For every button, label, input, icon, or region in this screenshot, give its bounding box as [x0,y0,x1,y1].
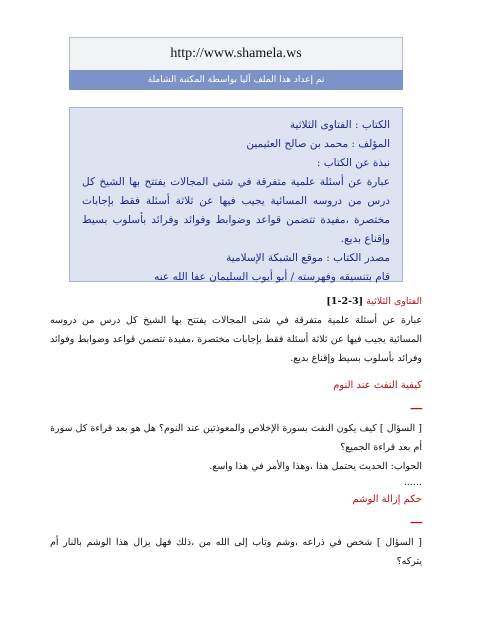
section-title-number: [1-2-3] [326,296,364,307]
section-title [50,292,422,311]
question-1-label: [ السؤال ] [379,423,422,434]
separator-1: ــــ [410,401,422,412]
question-2 [50,533,422,571]
question-2-label: [ السؤال ] [376,537,422,548]
question-1 [50,419,422,457]
intro-paragraph: عبارة عن أسئلة علمية متفرقة في شتى المجالات يفتتح بها الشيخ كل درس من دروسه المسائية يجيب فيها عن ثلاثة أسئلة فقط بإجابات مختصرة ،مفيدة تتضمن قواعد وضوابط وفوائد وفرائد بأسلوب بسيط وإقناع بديع. [50,315,422,364]
question-1-text: كيف يكون النفث بسورة الإخلاص والمعوذتين عند النوم؟ هل هو بعد قراءة كل سورة أم بعد قراءة الجميع؟ [50,423,422,453]
source-url[interactable]: http://www.shamela.ws [69,37,403,71]
page-content [50,292,422,571]
book-info-box [69,107,403,282]
book-source: مصدر الكتاب : موقع الشبكة الإسلامية [226,252,390,264]
about-text: عبارة عن أسئلة علمية متفرقة في شتى المجالات يفتتح بها الشيخ كل درس من دروسه المسائية يجيب فيها عن ثلاثة أسئلة فقط بإجابات مختصرة ،مفيدة تتضمن قواعد وضوابط وفوائد وفرائد بأسلوب بسيط وإقناع بديع. [82,176,390,245]
separator-2: ــــ [410,515,422,526]
book-author: المؤلف : محمد بن صالح العثيمين [246,138,390,150]
answer-1: الجواب: الحديث يحتمل هذا ،وهذا والأمر في هذا واسع. [209,461,422,472]
generated-banner: تم إعداد هذا الملف آليا بواسطة المكتبة الشاملة [69,70,403,90]
heading-nafth: كيفية النفث عند النوم [333,380,422,391]
ellipsis: ...... [403,477,422,488]
section-title-text: الفتاوى الثلاثية [366,296,422,307]
about-title: نبذة عن الكتاب : [316,157,390,169]
question-2-text: شخص في ذراعه ،وشم وتاب إلى الله من ،ذلك فهل يزال هذا الوشم بالنار أم يتركه؟ [50,537,422,567]
heading-tattoo: حكم إزالة الوشم [352,494,422,505]
book-title: الكتاب : الفتاوى الثلاثية [289,119,390,131]
book-indexing: قام بتنسيقه وفهرسته / أبو أيوب السليمان عفا الله عنه [154,271,390,283]
